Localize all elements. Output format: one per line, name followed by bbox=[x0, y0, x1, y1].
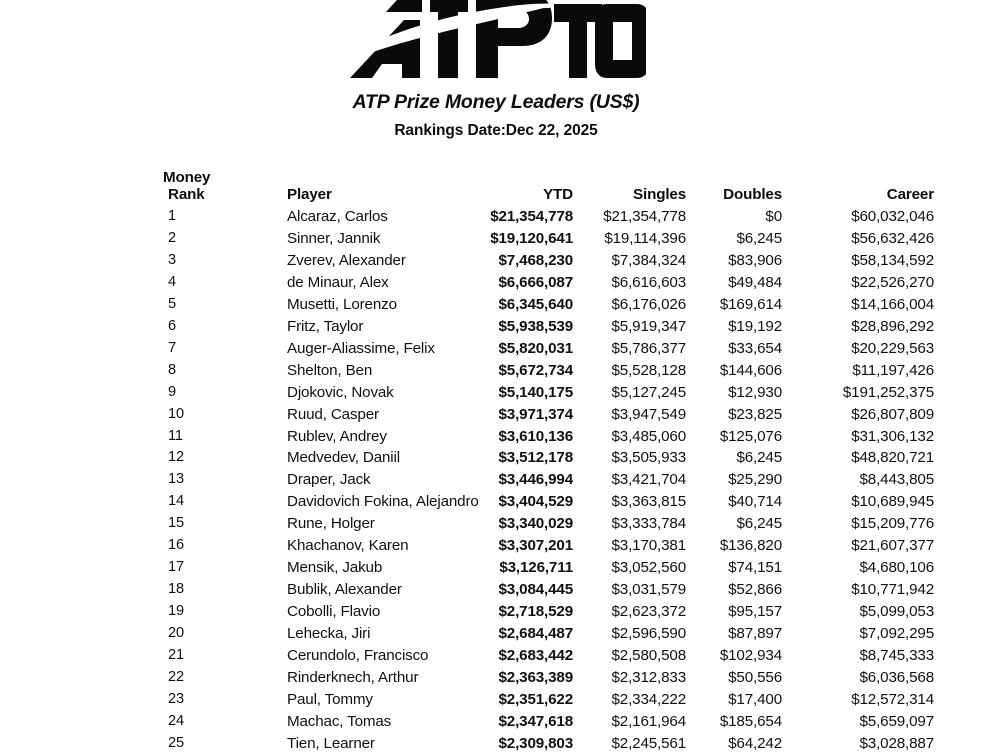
cell-doubles: $125,076 bbox=[719, 427, 782, 445]
table-row bbox=[160, 382, 938, 404]
table-header-row bbox=[160, 146, 938, 206]
cell-ytd: $6,666,087 bbox=[498, 273, 573, 291]
cell-money-rank: 7 bbox=[168, 339, 176, 356]
table-row bbox=[160, 711, 938, 733]
cell-player: Cobolli, Flavio bbox=[287, 603, 381, 621]
cell-ytd: $2,684,487 bbox=[498, 625, 573, 643]
cell-money-rank: 1 bbox=[168, 208, 176, 224]
cell-ytd: $3,446,994 bbox=[498, 471, 573, 489]
cell-ytd: $3,126,711 bbox=[499, 559, 573, 577]
column-header-singles bbox=[575, 146, 688, 206]
cell-ytd: $3,512,178 bbox=[498, 449, 573, 467]
table-body bbox=[160, 206, 938, 755]
atp-tour-logo-mark bbox=[346, 0, 646, 86]
cell-ytd: $3,307,201 bbox=[498, 537, 573, 555]
cell-singles: $5,786,377 bbox=[611, 339, 686, 357]
cell-career: $48,820,721 bbox=[851, 449, 934, 467]
cell-ytd: $5,820,031 bbox=[498, 339, 573, 357]
cell-money-rank: 18 bbox=[168, 581, 184, 598]
cell-singles: $5,127,245 bbox=[611, 383, 686, 401]
cell-player: Medvedev, Daniil bbox=[287, 449, 400, 467]
cell-doubles: $64,242 bbox=[728, 734, 782, 752]
column-header-money-rank-line1: Money bbox=[163, 169, 211, 186]
cell-career: $56,632,426 bbox=[851, 229, 934, 247]
cell-doubles: $6,245 bbox=[736, 449, 782, 467]
rankings-date: Rankings Date:Dec 22, 2025 bbox=[394, 122, 598, 139]
cell-doubles: $144,606 bbox=[719, 361, 782, 379]
cell-career: $5,659,097 bbox=[859, 712, 934, 730]
cell-money-rank: 24 bbox=[168, 712, 184, 729]
table-row bbox=[160, 689, 938, 711]
cell-ytd: $2,347,618 bbox=[498, 712, 573, 730]
cell-singles: $2,596,590 bbox=[611, 625, 686, 643]
cell-doubles: $52,866 bbox=[728, 581, 782, 599]
cell-player: Mensik, Jakub bbox=[287, 559, 383, 577]
cell-ytd: $2,351,622 bbox=[498, 690, 573, 708]
cell-doubles: $49,484 bbox=[728, 273, 782, 291]
cell-money-rank: 19 bbox=[168, 603, 184, 620]
cell-singles: $3,505,933 bbox=[611, 449, 686, 467]
column-header-singles-label: Singles bbox=[633, 186, 686, 203]
table-header bbox=[160, 146, 938, 206]
page-subtitle: ATP Prize Money Leaders (US$) bbox=[352, 91, 640, 113]
cell-money-rank: 5 bbox=[168, 295, 176, 312]
cell-player: Lehecka, Jiri bbox=[287, 625, 371, 643]
cell-money-rank: 13 bbox=[168, 471, 184, 488]
cell-career: $58,134,592 bbox=[851, 251, 934, 269]
cell-player: Khachanov, Karen bbox=[287, 537, 409, 555]
column-header-doubles bbox=[688, 146, 784, 206]
cell-player: Zverev, Alexander bbox=[287, 251, 406, 269]
cell-money-rank: 2 bbox=[168, 229, 176, 246]
cell-ytd: $21,354,778 bbox=[490, 208, 573, 225]
table-row bbox=[160, 491, 938, 513]
table-row bbox=[160, 535, 938, 557]
cell-ytd: $2,309,803 bbox=[498, 734, 573, 752]
cell-singles: $2,334,222 bbox=[611, 690, 686, 708]
cell-money-rank: 22 bbox=[168, 669, 184, 686]
cell-money-rank: 6 bbox=[168, 317, 176, 334]
cell-doubles: $6,245 bbox=[736, 229, 782, 247]
cell-player: de Minaur, Alex bbox=[287, 273, 389, 291]
cell-career: $12,572,314 bbox=[851, 690, 934, 708]
cell-player: Rinderknech, Arthur bbox=[287, 669, 419, 687]
cell-career: $20,229,563 bbox=[851, 339, 934, 357]
cell-money-rank: 3 bbox=[168, 251, 176, 268]
cell-player: Auger-Aliassime, Felix bbox=[287, 339, 435, 357]
cell-career: $10,689,945 bbox=[851, 493, 934, 511]
cell-singles: $7,384,324 bbox=[611, 251, 686, 269]
column-header-ytd-label: YTD bbox=[543, 186, 573, 203]
cell-ytd: $6,345,640 bbox=[498, 295, 573, 313]
column-header-money-rank-line2: Rank bbox=[168, 186, 205, 203]
cell-player: Tien, Learner bbox=[287, 734, 375, 752]
column-header-player-label: Player bbox=[287, 186, 332, 203]
cell-player: Machac, Tomas bbox=[287, 712, 392, 730]
column-header-ytd bbox=[461, 146, 575, 206]
cell-career: $6,036,568 bbox=[859, 669, 934, 687]
cell-doubles: $50,556 bbox=[728, 669, 782, 687]
cell-doubles: $185,654 bbox=[719, 712, 782, 730]
cell-career: $8,745,333 bbox=[859, 647, 934, 665]
cell-doubles: $40,714 bbox=[728, 493, 782, 511]
cell-money-rank: 8 bbox=[168, 361, 176, 378]
cell-doubles: $95,157 bbox=[728, 603, 782, 621]
table-row bbox=[160, 272, 938, 294]
cell-singles: $6,616,603 bbox=[611, 273, 686, 291]
cell-singles: $3,333,784 bbox=[611, 515, 686, 533]
cell-ytd: $3,084,445 bbox=[498, 581, 573, 599]
cell-singles: $3,031,579 bbox=[611, 581, 686, 599]
cell-player: Draper, Jack bbox=[287, 471, 371, 489]
atp-tour-logo bbox=[0, 0, 992, 86]
cell-singles: $21,354,778 bbox=[603, 208, 686, 225]
cell-singles: $19,114,396 bbox=[604, 229, 686, 247]
cell-doubles: $83,906 bbox=[728, 251, 782, 269]
cell-player: Cerundolo, Francisco bbox=[287, 647, 429, 665]
table-row bbox=[160, 667, 938, 689]
cell-money-rank: 25 bbox=[168, 734, 184, 751]
cell-career: $11,197,426 bbox=[852, 361, 934, 379]
cell-ytd: $2,683,442 bbox=[498, 647, 573, 665]
table-row bbox=[160, 513, 938, 535]
cell-player: Musetti, Lorenzo bbox=[287, 295, 397, 313]
cell-money-rank: 17 bbox=[168, 559, 184, 576]
cell-money-rank: 10 bbox=[168, 405, 184, 422]
cell-money-rank: 20 bbox=[168, 625, 184, 642]
cell-career: $7,092,295 bbox=[859, 625, 934, 643]
cell-singles: $2,312,833 bbox=[611, 669, 686, 687]
cell-singles: $3,052,560 bbox=[611, 559, 686, 577]
cell-singles: $2,245,561 bbox=[611, 734, 686, 752]
table-row bbox=[160, 557, 938, 579]
cell-doubles: $33,654 bbox=[728, 339, 782, 357]
cell-money-rank: 12 bbox=[168, 449, 184, 466]
cell-career: $31,306,132 bbox=[851, 427, 934, 445]
cell-singles: $6,176,026 bbox=[611, 295, 686, 313]
table-row bbox=[160, 426, 938, 448]
cell-doubles: $23,825 bbox=[728, 405, 782, 423]
masthead bbox=[0, 0, 992, 146]
cell-singles: $5,919,347 bbox=[611, 317, 686, 335]
cell-career: $10,771,942 bbox=[851, 581, 934, 599]
cell-doubles: $17,400 bbox=[728, 690, 782, 708]
cell-singles: $2,623,372 bbox=[611, 603, 686, 621]
cell-money-rank: 11 bbox=[168, 427, 183, 444]
cell-player: Davidovich Fokina, Alejandro bbox=[287, 493, 479, 511]
cell-career: $28,896,292 bbox=[851, 317, 934, 335]
cell-player: Shelton, Ben bbox=[287, 361, 373, 379]
table-row bbox=[160, 360, 938, 382]
cell-player: Paul, Tommy bbox=[287, 690, 373, 708]
cell-career: $8,443,805 bbox=[859, 471, 934, 489]
cell-money-rank: 4 bbox=[168, 273, 176, 290]
table-row bbox=[160, 447, 938, 469]
table-row bbox=[160, 623, 938, 645]
cell-career: $21,607,377 bbox=[851, 537, 934, 555]
table-row bbox=[160, 404, 938, 426]
cell-doubles: $25,290 bbox=[728, 471, 782, 489]
cell-doubles: $6,245 bbox=[736, 515, 782, 533]
cell-ytd: $7,468,230 bbox=[498, 251, 573, 269]
cell-career: $22,526,270 bbox=[851, 273, 934, 291]
cell-doubles: $74,151 bbox=[728, 559, 782, 577]
cell-singles: $3,485,060 bbox=[611, 427, 686, 445]
column-header-player bbox=[222, 146, 461, 206]
cell-money-rank: 15 bbox=[168, 515, 184, 532]
table-row bbox=[160, 250, 938, 272]
prize-money-table-container bbox=[160, 146, 938, 755]
cell-doubles: $12,930 bbox=[728, 383, 782, 401]
cell-career: $3,028,887 bbox=[859, 734, 934, 752]
cell-player: Fritz, Taylor bbox=[287, 317, 364, 335]
cell-ytd: $5,672,734 bbox=[498, 361, 573, 379]
cell-singles: $5,528,128 bbox=[611, 361, 686, 379]
cell-career: $191,252,375 bbox=[842, 383, 934, 401]
cell-doubles: $87,897 bbox=[728, 625, 782, 643]
column-header-career-label: Career bbox=[886, 186, 934, 203]
cell-doubles: $136,820 bbox=[719, 537, 782, 555]
cell-ytd: $19,120,641 bbox=[490, 229, 573, 247]
table-row bbox=[160, 228, 938, 250]
cell-ytd: $2,718,529 bbox=[498, 603, 573, 621]
cell-ytd: $3,610,136 bbox=[498, 427, 573, 445]
cell-singles: $3,170,381 bbox=[611, 537, 686, 555]
cell-doubles: $169,614 bbox=[719, 295, 782, 313]
table-row bbox=[160, 316, 938, 338]
table-row bbox=[160, 579, 938, 601]
prize-money-table bbox=[160, 146, 938, 755]
cell-career: $26,807,809 bbox=[851, 405, 934, 423]
cell-singles: $3,363,815 bbox=[611, 493, 686, 511]
column-header-doubles-label: Doubles bbox=[723, 186, 782, 203]
cell-singles: $2,161,964 bbox=[611, 712, 686, 730]
cell-doubles: $19,192 bbox=[728, 317, 782, 335]
cell-singles: $3,421,704 bbox=[611, 471, 686, 489]
table-row bbox=[160, 469, 938, 491]
cell-ytd: $3,340,029 bbox=[498, 515, 573, 533]
column-header-money-rank bbox=[160, 146, 222, 206]
cell-player: Bublik, Alexander bbox=[287, 581, 402, 599]
table-row bbox=[160, 601, 938, 623]
cell-doubles: $0 bbox=[765, 208, 782, 225]
cell-singles: $3,947,549 bbox=[611, 405, 686, 423]
table-row bbox=[160, 338, 938, 360]
cell-career: $5,099,053 bbox=[859, 603, 934, 621]
cell-career: $4,680,106 bbox=[859, 559, 934, 577]
cell-money-rank: 14 bbox=[168, 493, 184, 510]
cell-ytd: $2,363,389 bbox=[498, 669, 573, 687]
cell-career: $15,209,776 bbox=[851, 515, 934, 533]
cell-ytd: $5,140,175 bbox=[498, 383, 573, 401]
cell-player: Rublev, Andrey bbox=[287, 427, 387, 445]
cell-money-rank: 9 bbox=[168, 383, 176, 400]
cell-ytd: $3,404,529 bbox=[498, 493, 573, 511]
column-header-career bbox=[784, 146, 938, 206]
table-row bbox=[160, 294, 938, 316]
cell-career: $60,032,046 bbox=[851, 208, 934, 225]
table-row bbox=[160, 645, 938, 667]
cell-ytd: $3,971,374 bbox=[498, 405, 573, 423]
cell-money-rank: 21 bbox=[168, 647, 184, 664]
cell-player: Djokovic, Novak bbox=[287, 383, 394, 401]
cell-money-rank: 16 bbox=[168, 537, 184, 554]
cell-player: Rune, Holger bbox=[287, 515, 375, 533]
cell-player: Ruud, Casper bbox=[287, 405, 379, 423]
cell-player: Alcaraz, Carlos bbox=[287, 208, 388, 225]
cell-player: Sinner, Jannik bbox=[287, 229, 381, 247]
cell-doubles: $102,934 bbox=[719, 647, 782, 665]
cell-singles: $2,580,508 bbox=[611, 647, 686, 665]
cell-money-rank: 23 bbox=[168, 690, 184, 707]
cell-ytd: $5,938,539 bbox=[498, 317, 573, 335]
table-row bbox=[160, 206, 938, 228]
cell-career: $14,166,004 bbox=[851, 295, 934, 313]
